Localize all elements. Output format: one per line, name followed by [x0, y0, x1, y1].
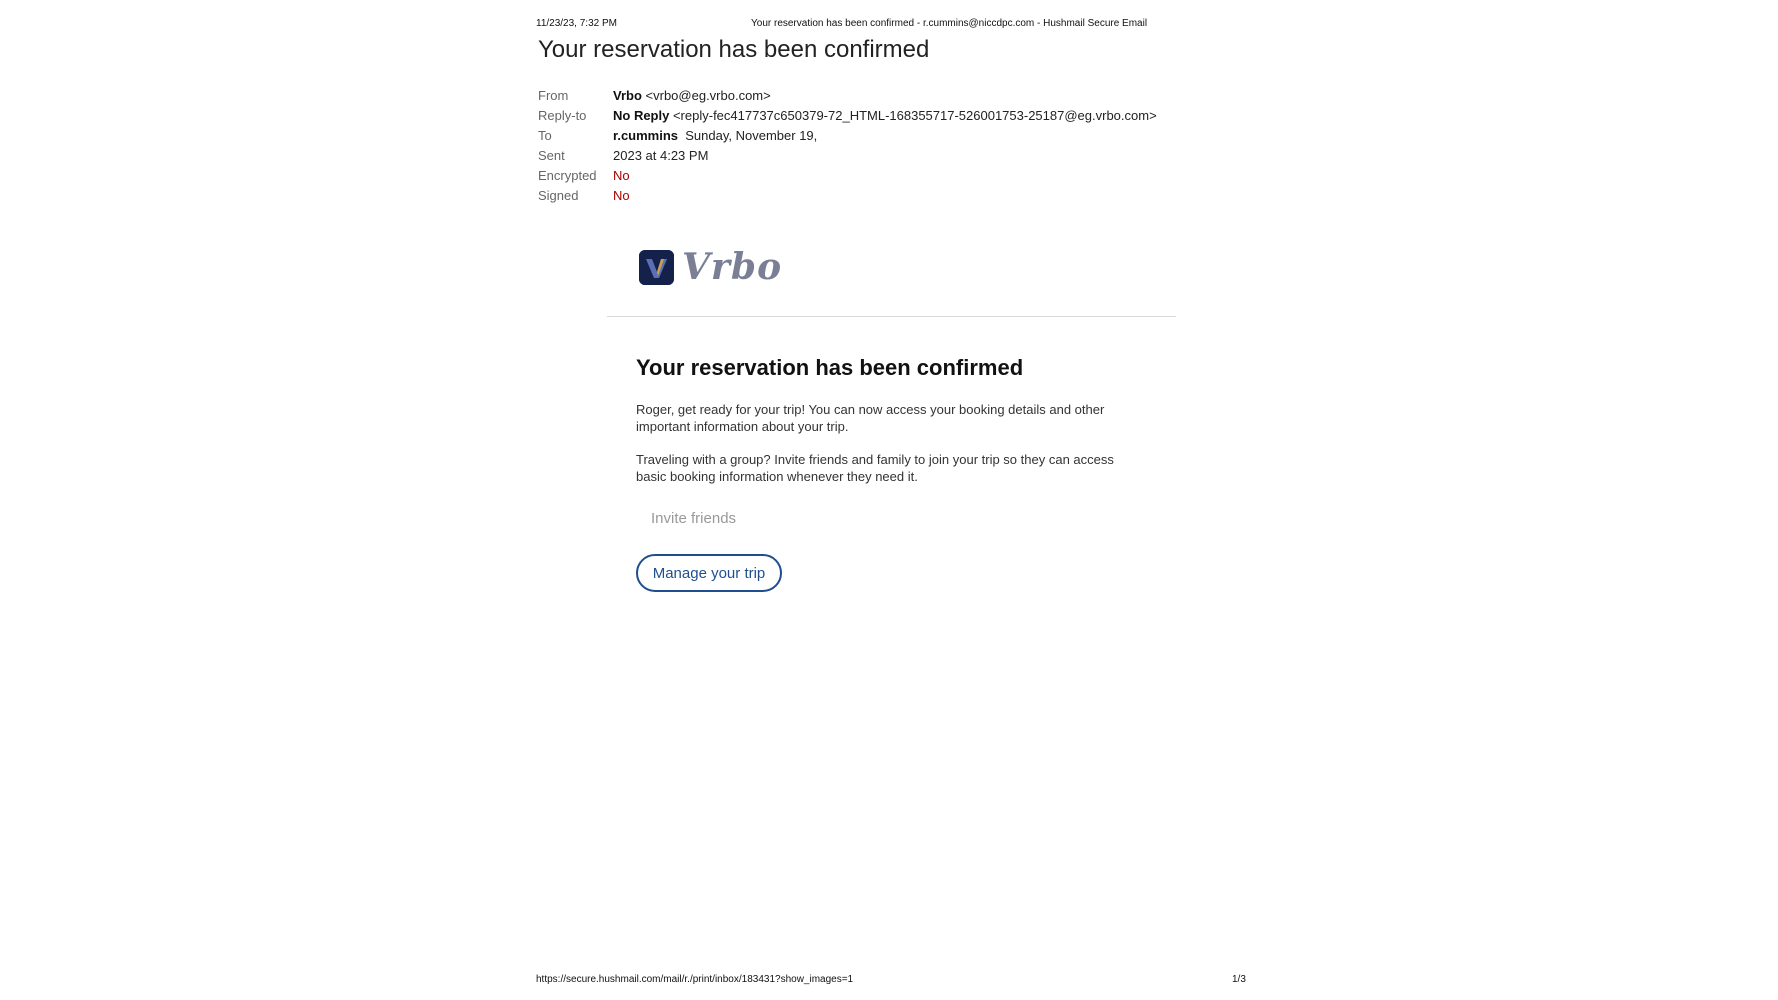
intro-paragraph: Roger, get ready for your trip! You can now access your booking details and other important information about your trip.: [636, 402, 1105, 434]
encrypted-value: No: [613, 168, 630, 183]
header-value: [613, 106, 1157, 126]
signed-value: No: [613, 188, 630, 203]
manage-trip-button[interactable]: Manage your trip: [636, 554, 782, 592]
sent-value: 2023 at 4:23 PM: [613, 148, 709, 163]
print-datetime: 11/23/23, 7:32 PM: [536, 18, 617, 29]
sender-name: Vrbo: [613, 88, 642, 103]
sent-date-part: Sunday, November 19,: [685, 128, 818, 143]
header-row-signed: [538, 186, 1157, 206]
header-value: [613, 86, 771, 106]
reply-name: No Reply: [613, 108, 670, 123]
vrbo-logo[interactable]: [639, 246, 783, 288]
recipient-name[interactable]: r.cummins: [613, 128, 679, 143]
header-row-to: [538, 126, 1157, 146]
email-subject: Your reservation has been confirmed: [538, 36, 930, 63]
group-paragraph: Traveling with a group? Invite friends and family to join your trip so they can access basic booking information whenever they need it.: [636, 452, 1114, 484]
header-label: To: [538, 128, 552, 143]
header-row-reply-to: [538, 106, 1157, 126]
vrbo-badge-icon: [639, 250, 674, 285]
header-label: Encrypted: [538, 168, 597, 183]
invite-friends-link[interactable]: Invite friends: [651, 510, 737, 527]
header-row-sent: [538, 146, 1157, 166]
print-page-number: 1/3: [1232, 974, 1246, 985]
print-page-title: Your reservation has been confirmed - r.cummins@niccdpc.com - Hushmail Secure Email: [751, 18, 1148, 29]
vrbo-wordmark: Vrbo: [682, 246, 783, 288]
sender-address[interactable]: <vrbo@eg.vrbo.com>: [645, 88, 771, 103]
header-value: [613, 126, 817, 146]
header-label: From: [538, 88, 569, 103]
header-row-from: [538, 86, 1157, 106]
divider: [607, 316, 1176, 317]
content-title: Your reservation has been confirmed: [636, 355, 1024, 380]
email-headers: [538, 86, 1157, 206]
print-footer-url: https://secure.hushmail.com/mail/r./print/inbox/183431?show_images=1: [536, 974, 854, 985]
reply-address[interactable]: <reply-fec417737c650379-72_HTML-168355717-526001753-25187@eg.vrbo.com>: [672, 108, 1157, 123]
header-label: Sent: [538, 148, 565, 163]
header-label: Signed: [538, 188, 579, 203]
header-label: Reply-to: [538, 108, 587, 123]
header-row-encrypted: [538, 166, 1157, 186]
